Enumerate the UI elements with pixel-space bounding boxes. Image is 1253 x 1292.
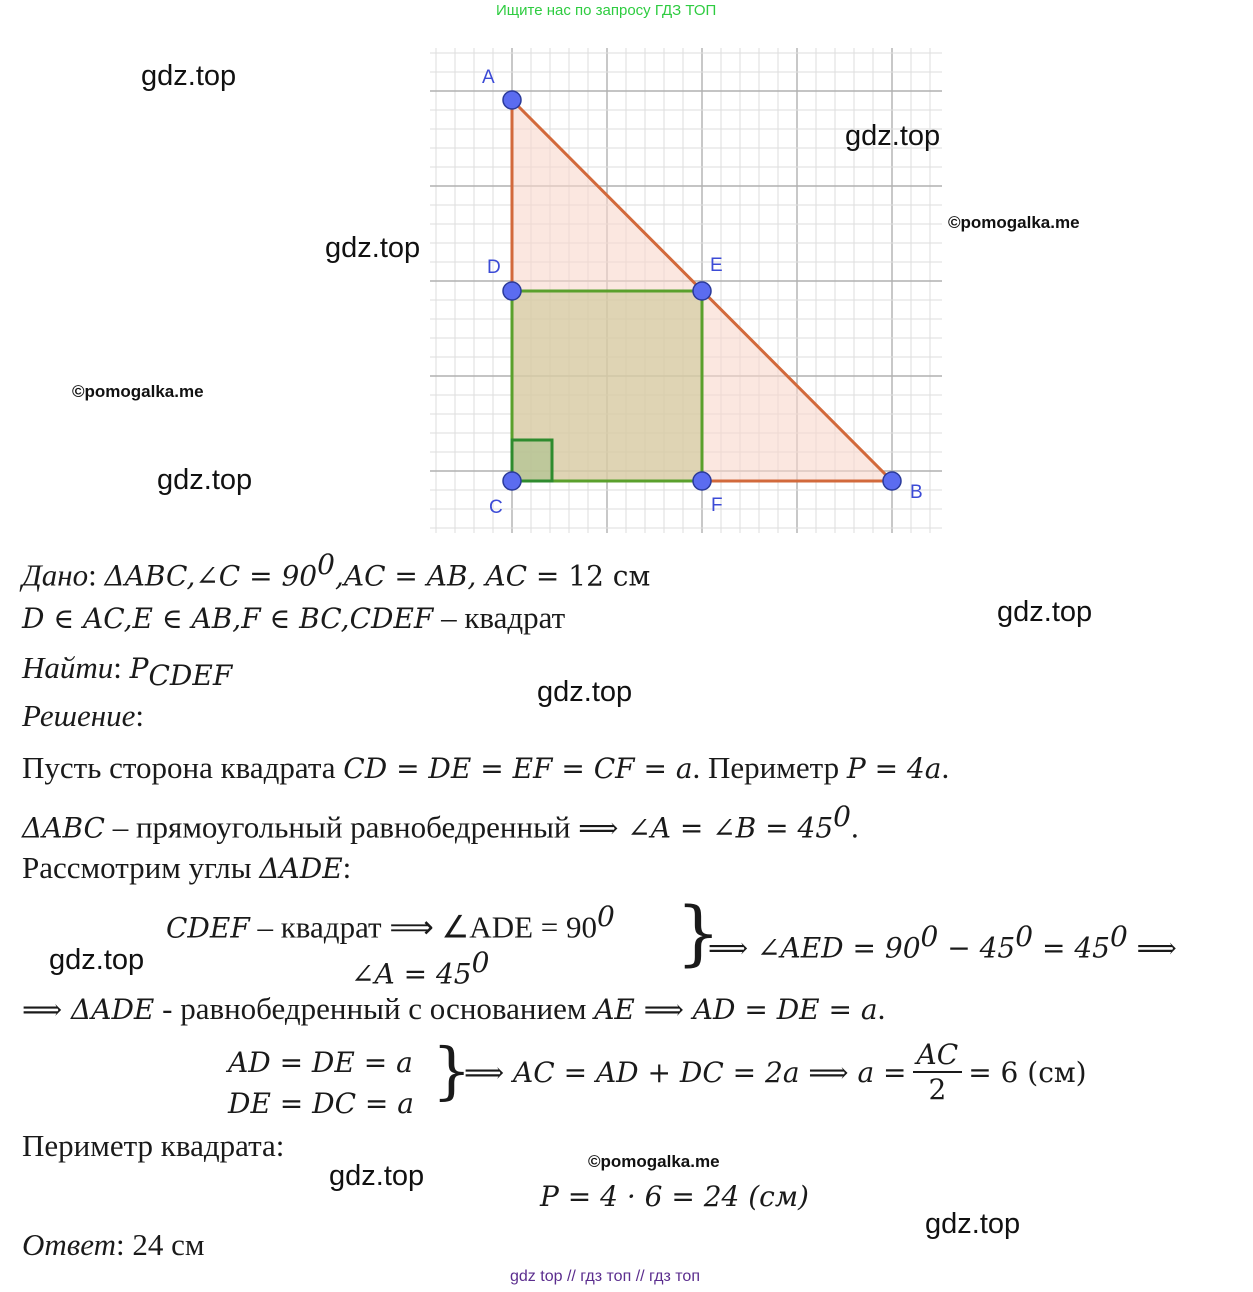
solution-line-2: ΔABC – прямоугольный равнобедренный ⟹ ∠A = ∠B = $45^0$. <box>22 800 859 845</box>
point-c <box>503 472 521 490</box>
system2-result: ⟹ AC = AD + DC = 2a ⟹ a = $\frac{AC}{2}$ = 6 (см) <box>464 1038 1087 1106</box>
watermark-gdz: gdz.top <box>997 596 1093 628</box>
system1-brace: } <box>676 892 721 974</box>
point-a <box>503 91 521 109</box>
label-b: B <box>910 482 923 503</box>
solution-line-3: Рассмотрим углы ΔADE: <box>22 850 352 885</box>
system1-line-1: CDEF – квадрат ⟹ ∠ADE = $90^0$ <box>166 900 615 945</box>
footer-link[interactable]: гдз топ <box>580 1268 632 1285</box>
answer-line: Ответ: 24 см <box>22 1227 205 1262</box>
footer-link[interactable]: gdz top <box>510 1268 563 1285</box>
fraction-ac-over-2: $\frac{AC}{2}$ <box>913 1038 963 1106</box>
solution-line-4: ⟹ ΔADE - равнобедренный с основанием AE ⟹ AD = DE = a. <box>22 991 886 1026</box>
watermark-gdz: gdz.top <box>537 676 633 708</box>
point-f <box>693 472 711 490</box>
point-e <box>693 282 711 300</box>
watermark-gdz: gdz.top <box>845 120 941 152</box>
label-f: F <box>711 495 723 516</box>
watermark-gdz: gdz.top <box>925 1208 1021 1240</box>
top-banner: Ищите нас по запросу ГДЗ ТОП <box>496 2 717 19</box>
watermark-pomogalka: ©pomogalka.me <box>948 213 1080 232</box>
label-c: C <box>489 497 503 518</box>
watermark-gdz: gdz.top <box>329 1160 425 1192</box>
find-line: Найти: $P_{CDEF}$ <box>22 650 233 693</box>
perimeter-label: Периметр квадрата: <box>22 1128 285 1163</box>
system2-line-1: AD = DE = a <box>228 1046 413 1079</box>
footer-links: gdz top // гдз топ // гдз топ <box>510 1268 700 1285</box>
system2-brace: } <box>432 1034 472 1107</box>
point-b <box>883 472 901 490</box>
given-line-1: Дано: ΔABC,∠C = $90^0,AC$ = AB, AC = 12 см <box>22 548 651 593</box>
label-a: A <box>482 67 495 88</box>
perimeter-formula: P = 4 · 6 = 24 (см) <box>540 1180 809 1213</box>
system2-line-2: DE = DC = a <box>228 1087 414 1120</box>
point-d <box>503 282 521 300</box>
system1-line-2: ∠A = $45^0$ <box>351 946 490 991</box>
watermark-gdz: gdz.top <box>49 944 145 976</box>
watermark-pomogalka: ©pomogalka.me <box>588 1152 720 1171</box>
watermark-gdz: gdz.top <box>141 60 237 92</box>
label-e: E <box>710 255 723 276</box>
label-d: D <box>487 257 501 278</box>
footer-link[interactable]: гдз топ <box>649 1268 700 1285</box>
solution-label: Решение: <box>22 698 144 733</box>
watermark-gdz: gdz.top <box>157 464 253 496</box>
watermark-gdz: gdz.top <box>325 232 421 264</box>
solution-line-1: Пусть сторона квадрата CD = DE = EF = CF = a. Периметр P = 4a. <box>22 750 950 785</box>
watermark-pomogalka: ©pomogalka.me <box>72 382 204 401</box>
given-line-2: D ∈ AC,E ∈ AB,F ∈ BC,CDEF – квадрат <box>22 600 566 635</box>
system1-result: ⟹ ∠AED = $90^0 - 45^0 = 45^0$ ⟹ <box>708 920 1177 965</box>
